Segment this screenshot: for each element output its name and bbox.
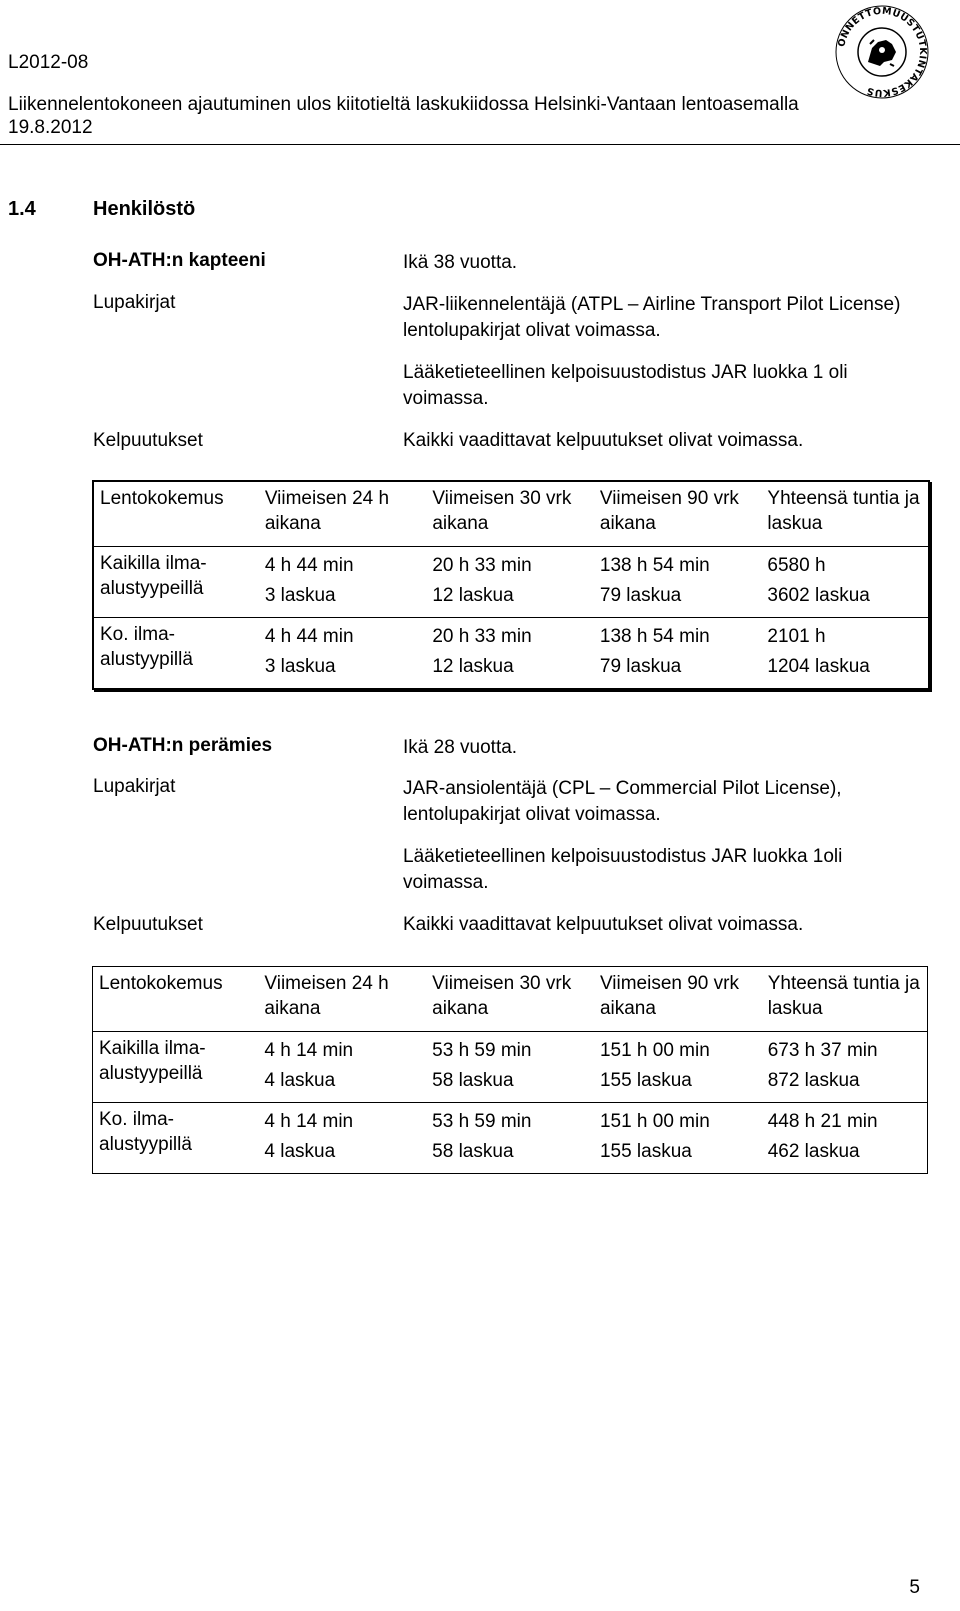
cell-time: 448 h 21 min xyxy=(767,1111,878,1132)
table-cell xyxy=(258,1103,426,1174)
row-label: Kaikilla ilma-alustyypeillä xyxy=(93,1032,259,1103)
table-header-row xyxy=(93,967,928,1032)
cell-time: 138 h 54 min xyxy=(599,626,710,647)
table-cell xyxy=(594,1032,762,1103)
row-label: Ko. ilma-alustyypillä xyxy=(93,1103,259,1174)
column-header: Lentokokemus xyxy=(93,481,259,547)
table-cell xyxy=(594,547,762,618)
first-officer-licenses-text: JAR-ansiolentäjä (CPL – Commercial Pilot License), lentolupakirjat olivat voimassa. xyxy=(403,778,842,825)
svg-text:ONNETTOMUUSTUTKINTAKESKUS: ONNETTOMUUSTUTKINTAKESKUS xyxy=(836,5,929,99)
table-row xyxy=(93,1103,928,1174)
cell-landings: 155 laskua xyxy=(599,1141,692,1162)
table-cell xyxy=(762,1032,928,1103)
cell-landings: 12 laskua xyxy=(432,656,514,677)
document-id: L2012-08 xyxy=(8,52,89,73)
column-header: Viimeisen 30 vrk aikana xyxy=(426,481,594,547)
first-officer-medical-text: Lääketieteellinen kelpoisuustodistus JAR luokka 1oli voimassa. xyxy=(403,846,843,893)
column-header: Viimeisen 24 h aikana xyxy=(259,481,427,547)
cell-time: 673 h 37 min xyxy=(767,1040,878,1061)
first-officer-experience-table xyxy=(92,966,928,1174)
cell-time: 2101 h xyxy=(767,626,826,647)
captain-ratings-label: Kelpuutukset xyxy=(93,430,203,451)
captain-heading: OH-ATH:n kapteeni xyxy=(93,250,266,271)
captain-ratings-text: Kaikki vaadittavat kelpuutukset olivat voimassa. xyxy=(403,430,804,451)
column-header: Viimeisen 90 vrk aikana xyxy=(594,481,762,547)
first-officer-heading: OH-ATH:n perämies xyxy=(93,735,273,756)
cell-landings: 58 laskua xyxy=(432,1141,514,1162)
table-row xyxy=(93,547,929,618)
table-header-row xyxy=(93,481,929,547)
table-cell xyxy=(761,547,929,618)
cell-time: 151 h 00 min xyxy=(599,1111,710,1132)
page-number: 5 xyxy=(909,1577,920,1598)
column-header: Viimeisen 24 h aikana xyxy=(258,967,426,1032)
captain-licenses-text: JAR-liikennelentäjä (ATPL – Airline Transport Pilot License) lentolupakirjat olivat voimassa. xyxy=(403,294,901,341)
row-label: Kaikilla ilma-alustyypeillä xyxy=(93,547,259,618)
row-label: Ko. ilma-alustyypillä xyxy=(93,618,259,690)
cell-landings: 3 laskua xyxy=(264,585,336,606)
agency-logo xyxy=(834,4,930,100)
cell-time: 4 h 14 min xyxy=(264,1111,354,1132)
cell-landings: 3602 laskua xyxy=(767,585,870,606)
cell-landings: 1204 laskua xyxy=(767,656,870,677)
table-row xyxy=(93,1032,928,1103)
header-rule xyxy=(0,144,960,145)
cell-landings: 155 laskua xyxy=(599,1070,692,1091)
cell-landings: 12 laskua xyxy=(432,585,514,606)
first-officer-licenses-label: Lupakirjat xyxy=(93,776,176,797)
document-date: 19.8.2012 xyxy=(8,117,93,138)
first-officer-ratings-text: Kaikki vaadittavat kelpuutukset olivat voimassa. xyxy=(403,914,804,935)
cell-landings: 462 laskua xyxy=(767,1141,860,1162)
captain-age: Ikä 38 vuotta. xyxy=(403,252,518,273)
table-row xyxy=(93,618,929,690)
section-title: Henkilöstö xyxy=(93,198,196,220)
captain-licenses-label: Lupakirjat xyxy=(93,292,176,313)
table-cell xyxy=(259,547,427,618)
cell-time: 138 h 54 min xyxy=(599,555,710,576)
cell-time: 4 h 44 min xyxy=(264,555,354,576)
column-header: Lentokokemus xyxy=(93,967,259,1032)
cell-landings: 79 laskua xyxy=(599,585,682,606)
first-officer-age: Ikä 28 vuotta. xyxy=(403,737,518,758)
cell-time: 151 h 00 min xyxy=(599,1040,710,1061)
cell-landings: 79 laskua xyxy=(599,656,682,677)
table-cell xyxy=(761,618,929,690)
column-header: Yhteensä tuntia ja laskua xyxy=(762,967,928,1032)
cell-time: 6580 h xyxy=(767,555,826,576)
cell-time: 4 h 14 min xyxy=(264,1040,354,1061)
table-cell xyxy=(259,618,427,690)
table-cell xyxy=(594,1103,762,1174)
document-title: Liikennelentokoneen ajautuminen ulos kiitotieltä laskukiidossa Helsinki-Vantaan lentoasemalla xyxy=(8,94,799,115)
section-number: 1.4 xyxy=(8,198,36,220)
cell-landings: 3 laskua xyxy=(264,656,336,677)
table-cell xyxy=(426,1032,594,1103)
column-header: Viimeisen 90 vrk aikana xyxy=(594,967,762,1032)
lion-emblem-icon xyxy=(868,40,896,66)
cell-time: 53 h 59 min xyxy=(432,1040,532,1061)
captain-medical-text: Lääketieteellinen kelpoisuustodistus JAR luokka 1 oli voimassa. xyxy=(403,362,848,409)
table-cell xyxy=(426,1103,594,1174)
cell-time: 53 h 59 min xyxy=(432,1111,532,1132)
cell-time: 4 h 44 min xyxy=(264,626,354,647)
table-cell xyxy=(426,547,594,618)
cell-landings: 872 laskua xyxy=(767,1070,860,1091)
cell-landings: 4 laskua xyxy=(264,1141,336,1162)
table-cell xyxy=(426,618,594,690)
cell-time: 20 h 33 min xyxy=(432,626,532,647)
captain-experience-table xyxy=(92,480,930,690)
table-cell xyxy=(762,1103,928,1174)
column-header: Yhteensä tuntia ja laskua xyxy=(761,481,929,547)
cell-landings: 4 laskua xyxy=(264,1070,336,1091)
column-header: Viimeisen 30 vrk aikana xyxy=(426,967,594,1032)
cell-landings: 58 laskua xyxy=(432,1070,514,1091)
first-officer-ratings-label: Kelpuutukset xyxy=(93,914,203,935)
table-cell xyxy=(594,618,762,690)
cell-time: 20 h 33 min xyxy=(432,555,532,576)
table-cell xyxy=(258,1032,426,1103)
